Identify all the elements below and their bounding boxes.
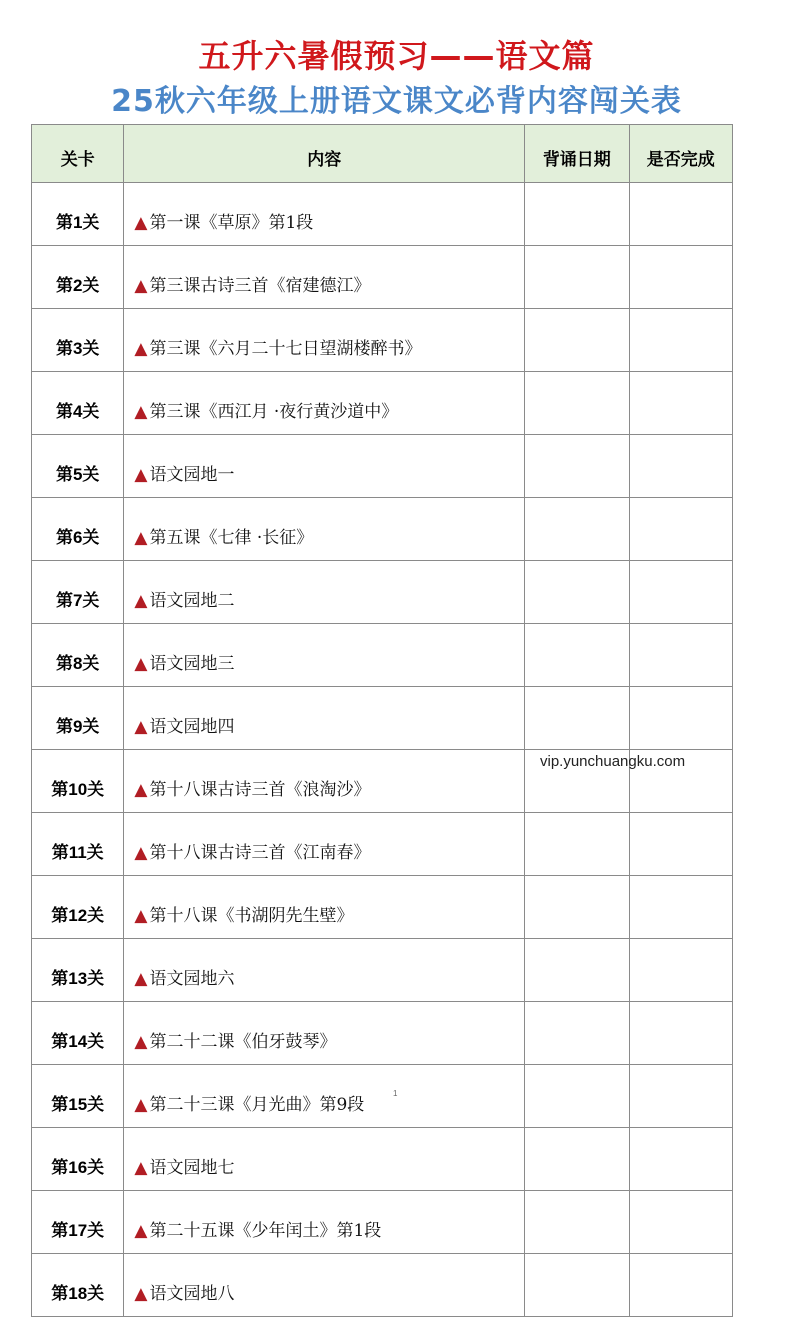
- done-cell[interactable]: [629, 498, 732, 561]
- page-subtitle: 25秋六年级上册语文课文必背内容闯关表: [111, 84, 682, 119]
- date-cell[interactable]: [525, 1002, 629, 1065]
- triangle-marker-icon: ▲: [134, 1094, 148, 1115]
- triangle-marker-icon: ▲: [134, 905, 148, 926]
- level-cell: 第3关: [32, 309, 124, 372]
- level-cell: 第10关: [32, 750, 124, 813]
- date-cell[interactable]: [525, 876, 629, 939]
- triangle-marker-icon: ▲: [134, 401, 148, 422]
- done-cell[interactable]: [629, 435, 732, 498]
- table-row: [32, 813, 733, 876]
- content-cell: [124, 561, 525, 624]
- level-cell: 第16关: [32, 1128, 124, 1191]
- content-cell: [124, 939, 525, 1002]
- content-text: 第十八课古诗三首《江南春》: [149, 842, 371, 863]
- table-row: [32, 1128, 733, 1191]
- level-cell: 第15关: [32, 1065, 124, 1128]
- content-text: 第五课《七律 ·长征》: [149, 527, 314, 548]
- level-cell: 第7关: [32, 561, 124, 624]
- triangle-marker-icon: ▲: [134, 779, 148, 800]
- table-body: [32, 183, 733, 1317]
- table-row: [32, 1254, 733, 1317]
- date-cell[interactable]: [525, 561, 629, 624]
- triangle-marker-icon: ▲: [134, 464, 148, 485]
- done-cell[interactable]: [629, 1065, 732, 1128]
- triangle-marker-icon: ▲: [134, 338, 148, 359]
- content-text: 语文园地二: [149, 590, 235, 611]
- content-text: 第十八课《书湖阴先生壁》: [149, 905, 354, 926]
- done-cell[interactable]: [629, 687, 732, 750]
- triangle-marker-icon: ▲: [134, 1283, 148, 1304]
- done-cell[interactable]: [629, 1002, 732, 1065]
- content-text: 第三课《西江月 ·夜行黄沙道中》: [149, 401, 399, 422]
- done-cell[interactable]: [629, 372, 732, 435]
- content-cell: [124, 1254, 525, 1317]
- done-cell[interactable]: [629, 876, 732, 939]
- page-title: 五升六暑假预习——语文篇: [198, 37, 595, 75]
- level-cell: 第6关: [32, 498, 124, 561]
- date-cell[interactable]: [525, 1065, 629, 1128]
- content-cell: [124, 183, 525, 246]
- level-cell: 第12关: [32, 876, 124, 939]
- content-cell: [124, 498, 525, 561]
- triangle-marker-icon: ▲: [134, 842, 148, 863]
- done-cell[interactable]: [629, 309, 732, 372]
- content-text: 第二十五课《少年闰土》第1段: [149, 1220, 382, 1241]
- table-row: [32, 246, 733, 309]
- table-row: [32, 435, 733, 498]
- level-cell: 第9关: [32, 687, 124, 750]
- triangle-marker-icon: ▲: [134, 590, 148, 611]
- table-row: [32, 183, 733, 246]
- date-cell[interactable]: [525, 624, 629, 687]
- table-row: [32, 372, 733, 435]
- triangle-marker-icon: ▲: [134, 1157, 148, 1178]
- content-cell: [124, 687, 525, 750]
- done-cell[interactable]: [629, 183, 732, 246]
- done-cell[interactable]: [629, 1254, 732, 1317]
- level-cell: 第5关: [32, 435, 124, 498]
- date-cell[interactable]: [525, 939, 629, 1002]
- done-cell[interactable]: [629, 246, 732, 309]
- done-cell[interactable]: [629, 813, 732, 876]
- done-cell[interactable]: [629, 561, 732, 624]
- content-text: 语文园地三: [149, 653, 235, 674]
- column-header-content: 内容: [124, 125, 525, 183]
- content-text: 第二十二课《伯牙鼓琴》: [149, 1031, 337, 1052]
- content-text: 第二十三课《月光曲》第9段: [149, 1094, 365, 1115]
- column-header-done: 是否完成: [629, 125, 732, 183]
- content-text: 第一课《草原》第1段: [149, 212, 314, 233]
- date-cell[interactable]: [525, 813, 629, 876]
- content-cell: [124, 876, 525, 939]
- done-cell[interactable]: [629, 624, 732, 687]
- content-cell: [124, 309, 525, 372]
- date-cell[interactable]: [525, 435, 629, 498]
- date-cell[interactable]: [525, 1254, 629, 1317]
- table-row: [32, 498, 733, 561]
- date-cell[interactable]: [525, 183, 629, 246]
- table-row: [32, 876, 733, 939]
- done-cell[interactable]: [629, 939, 732, 1002]
- content-text: 语文园地七: [149, 1157, 235, 1178]
- triangle-marker-icon: ▲: [134, 716, 148, 737]
- content-text: 语文园地八: [149, 1283, 235, 1304]
- table-row: [32, 561, 733, 624]
- level-cell: 第2关: [32, 246, 124, 309]
- triangle-marker-icon: ▲: [134, 653, 148, 674]
- content-text: 第三课古诗三首《宿建德江》: [149, 275, 371, 296]
- triangle-marker-icon: ▲: [134, 1031, 148, 1052]
- table-row: [32, 309, 733, 372]
- triangle-marker-icon: ▲: [134, 1220, 148, 1241]
- level-cell: 第8关: [32, 624, 124, 687]
- content-text: 第十八课古诗三首《浪淘沙》: [149, 779, 371, 800]
- content-text: 语文园地六: [149, 968, 235, 989]
- triangle-marker-icon: ▲: [134, 968, 148, 989]
- content-text: 第三课《六月二十七日望湖楼醉书》: [149, 338, 422, 359]
- level-cell: 第4关: [32, 372, 124, 435]
- level-cell: 第18关: [32, 1254, 124, 1317]
- date-cell[interactable]: [525, 1128, 629, 1191]
- level-cell: 第1关: [32, 183, 124, 246]
- content-cell: [124, 246, 525, 309]
- done-cell[interactable]: [629, 1128, 732, 1191]
- content-cell: [124, 1065, 525, 1128]
- table-row: [32, 1002, 733, 1065]
- watermark-text: vip.yunchuangku.com: [540, 753, 686, 770]
- content-cell: [124, 1191, 525, 1254]
- content-cell: [124, 435, 525, 498]
- content-cell: [124, 813, 525, 876]
- challenge-table: [31, 124, 733, 1317]
- level-cell: 第11关: [32, 813, 124, 876]
- content-cell: [124, 1128, 525, 1191]
- level-cell: 第13关: [32, 939, 124, 1002]
- page-number: 1: [393, 1089, 398, 1098]
- triangle-marker-icon: ▲: [134, 527, 148, 548]
- content-text: 语文园地一: [149, 464, 235, 485]
- table-row: [32, 939, 733, 1002]
- date-cell[interactable]: [525, 498, 629, 561]
- date-cell[interactable]: [525, 1191, 629, 1254]
- column-header-date: 背诵日期: [525, 125, 629, 183]
- triangle-marker-icon: ▲: [134, 212, 148, 233]
- table-header-row: [32, 125, 733, 183]
- table-row: [32, 1065, 733, 1128]
- done-cell[interactable]: [629, 1191, 732, 1254]
- date-cell[interactable]: [525, 309, 629, 372]
- table-row: [32, 687, 733, 750]
- content-cell: [124, 372, 525, 435]
- date-cell[interactable]: [525, 246, 629, 309]
- table-row: [32, 624, 733, 687]
- table-row: [32, 1191, 733, 1254]
- content-cell: [124, 750, 525, 813]
- triangle-marker-icon: ▲: [134, 275, 148, 296]
- date-cell[interactable]: [525, 372, 629, 435]
- date-cell[interactable]: [525, 687, 629, 750]
- content-cell: [124, 1002, 525, 1065]
- level-cell: 第14关: [32, 1002, 124, 1065]
- content-cell: [124, 624, 525, 687]
- level-cell: 第17关: [32, 1191, 124, 1254]
- content-text: 语文园地四: [149, 716, 235, 737]
- column-header-level: 关卡: [32, 125, 124, 183]
